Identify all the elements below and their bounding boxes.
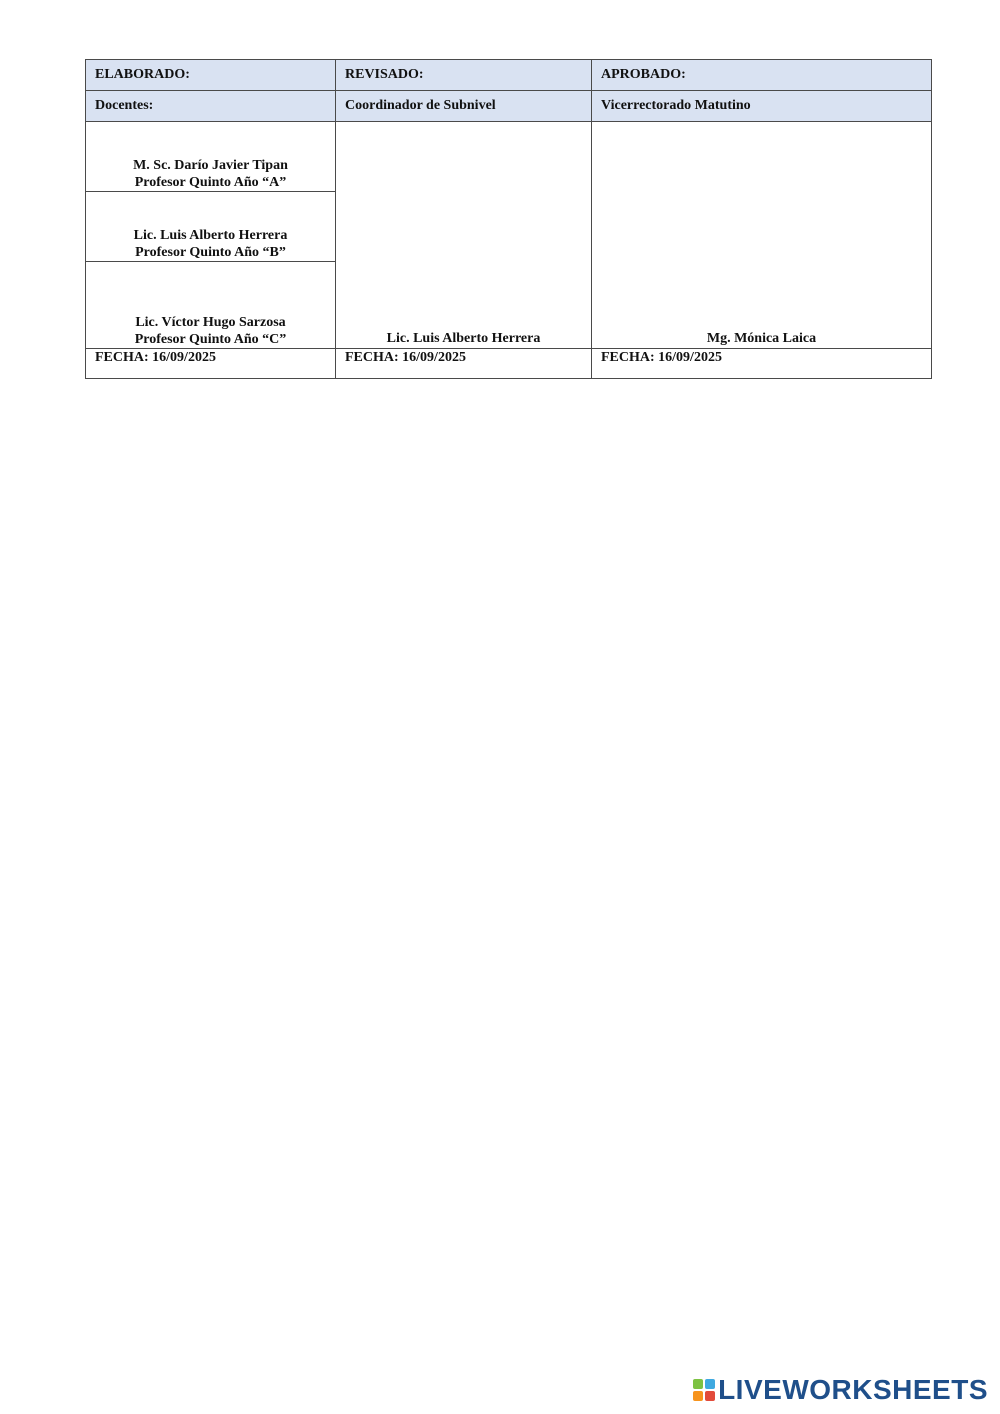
logo-square-blue (705, 1379, 715, 1389)
logo-square-green (693, 1379, 703, 1389)
logo-square-red (705, 1391, 715, 1401)
teacher-signature-a (86, 122, 336, 192)
role-docentes: Docentes: (86, 91, 336, 122)
date-revisado: FECHA: 16/09/2025 (336, 349, 592, 379)
header-row (86, 60, 932, 91)
date-elaborado: FECHA: 16/09/2025 (86, 349, 336, 379)
reviewer-name: Lic. Luis Alberto Herrera (386, 331, 541, 346)
teacher-name: M. Sc. Darío Javier Tipan (133, 158, 288, 173)
teacher-title: Profesor Quinto Año “C” (134, 332, 287, 347)
brand-text: LIVEWORKSHEETS (718, 1374, 988, 1405)
date-aprobado: FECHA: 16/09/2025 (592, 349, 932, 379)
teacher-name: Lic. Víctor Hugo Sarzosa (135, 315, 286, 330)
teacher-signature-b (86, 192, 336, 262)
header-aprobado: APROBADO: (592, 60, 932, 91)
signature-row (86, 122, 932, 192)
liveworksheets-logo-icon (693, 1379, 715, 1401)
teacher-name: Lic. Luis Alberto Herrera (133, 228, 288, 243)
approver-name: Mg. Mónica Laica (706, 331, 817, 346)
teacher-title: Profesor Quinto Año “A” (134, 175, 287, 190)
teacher-signature-c (86, 262, 336, 349)
teacher-title: Profesor Quinto Año “B” (135, 245, 286, 260)
role-row (86, 91, 932, 122)
role-coordinador: Coordinador de Subnivel (336, 91, 592, 122)
date-row (86, 349, 932, 379)
header-elaborado: ELABORADO: (86, 60, 336, 91)
approver-signature (592, 122, 932, 349)
approval-table (85, 59, 932, 379)
header-revisado: REVISADO: (336, 60, 592, 91)
reviewer-signature (336, 122, 592, 349)
logo-square-orange (693, 1391, 703, 1401)
role-vicerrectorado: Vicerrectorado Matutino (592, 91, 932, 122)
liveworksheets-brand[interactable] (693, 1374, 988, 1406)
